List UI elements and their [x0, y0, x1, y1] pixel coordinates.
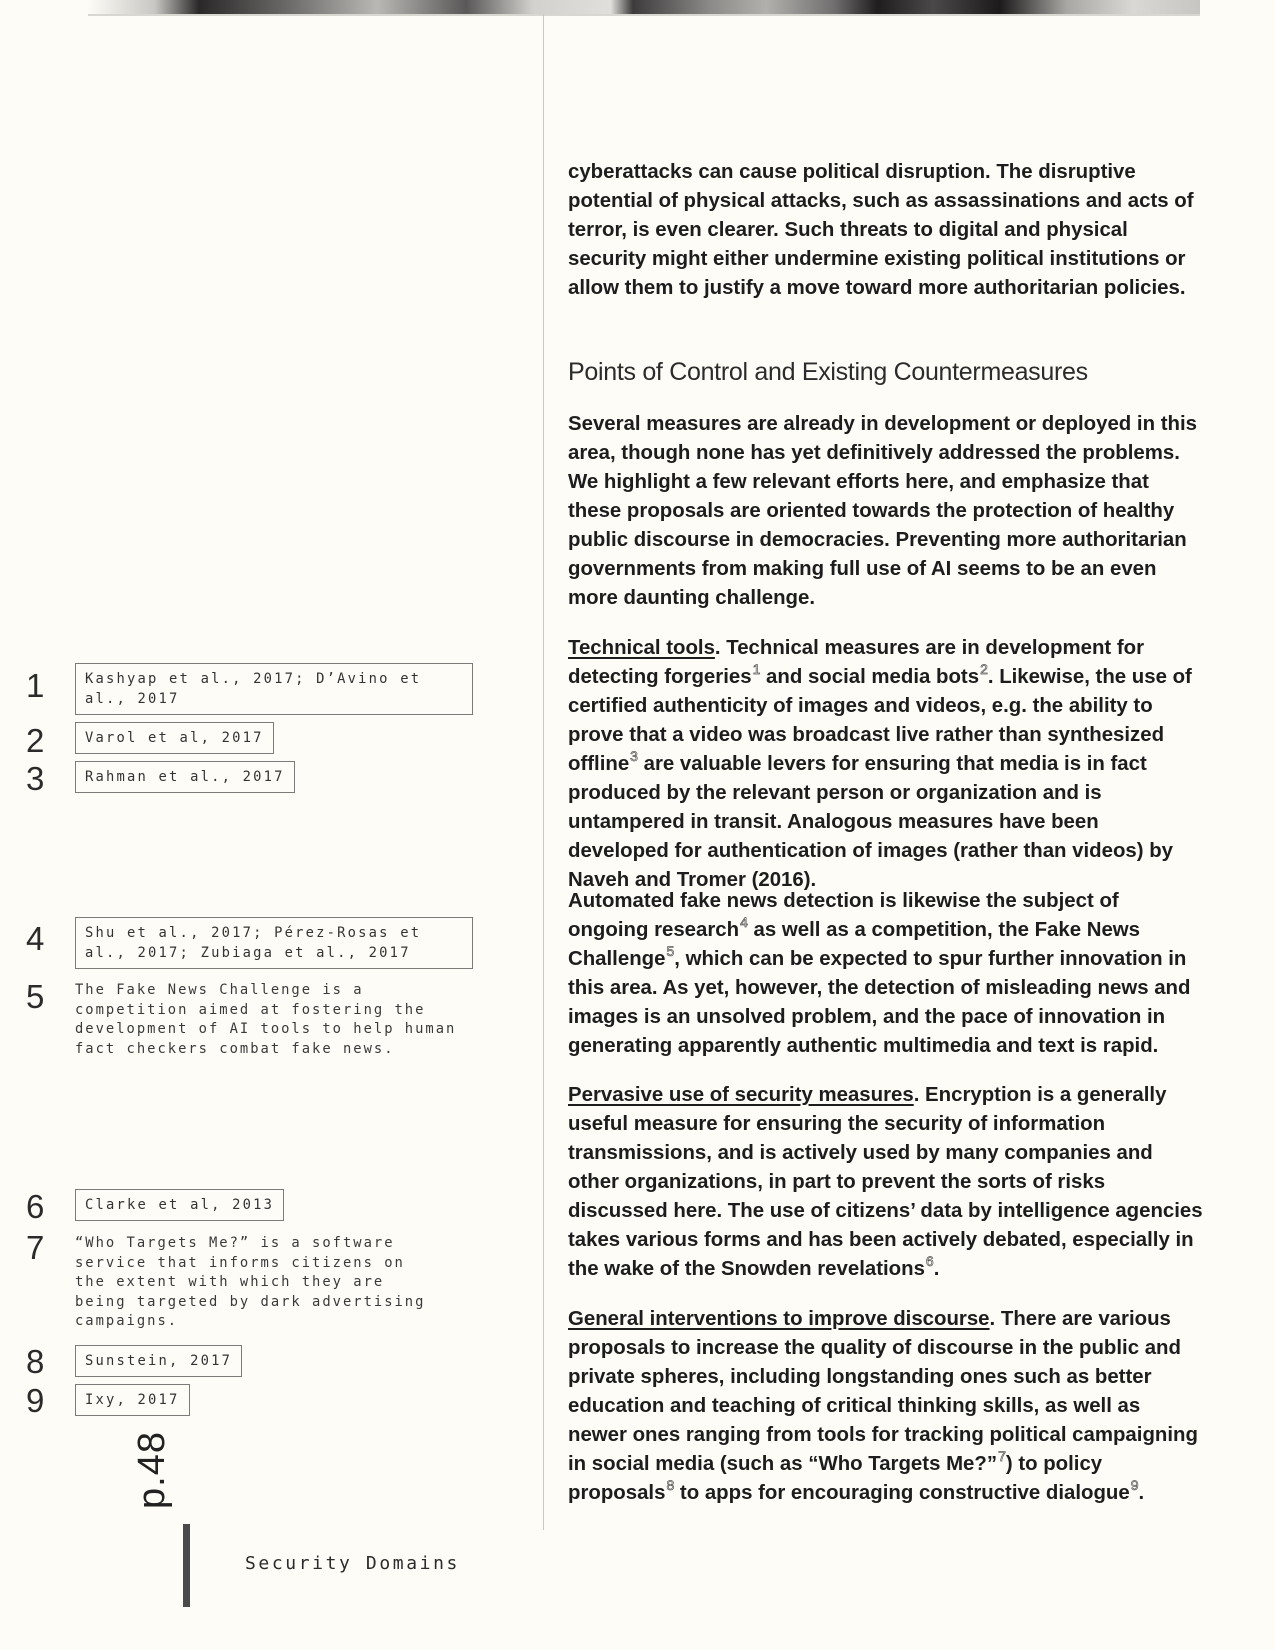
section-label: Security Domains: [245, 1553, 460, 1574]
footnote-mark-1[interactable]: 1: [752, 661, 761, 677]
footnote-mark-4[interactable]: 4: [740, 914, 748, 930]
column-divider: [543, 14, 544, 1530]
note-number-1: 1: [26, 667, 45, 704]
note-number-4: 4: [26, 920, 45, 957]
automated-text-3: , which can be expected to spur further innovation in this area. As yet, however, the detection of misleading news and images is an unsolved problem, and the pace of innovation in generating apparently authentic multimedia and text is rapid.: [568, 948, 1191, 1057]
general-text-3: to apps for encouraging constructive dialogue: [674, 1482, 1130, 1504]
footer-bar: [183, 1524, 190, 1607]
technical-tools-paragraph: [568, 634, 1204, 895]
pervasive-title: Pervasive use of security measures: [568, 1084, 914, 1106]
technical-text-1: . Technical measures are in development for detecting forgeries: [568, 637, 1145, 688]
several-measures-paragraph: [568, 410, 1204, 613]
technical-tools-title: Technical tools: [568, 637, 715, 659]
section-heading: Points of Control and Existing Countermeasures: [568, 358, 1088, 386]
citation-box-9: Ixy, 2017: [75, 1384, 190, 1416]
decorative-gradient-bar: [88, 0, 1200, 14]
technical-text-4: are valuable levers for ensuring that media is in fact produced by the relevant person or organization and is untampered in transit. Analogous measures have been developed for authentication of images (rather than videos) by Naveh and Tromer (2016).: [568, 753, 1174, 891]
note-number-7: 7: [26, 1229, 45, 1266]
note-number-2: 2: [26, 722, 45, 759]
note-number-8: 8: [26, 1343, 45, 1380]
note-number-5: 5: [26, 978, 45, 1015]
automated-text-1: Automated fake news detection is likewise the subject of ongoing research: [568, 890, 1119, 941]
technical-text-3: . Likewise, the use of certified authenticity of images and videos, e.g. the ability to prove that a video was broadcast live rather than synthesized offline: [568, 666, 1192, 775]
automated-text-2: as well as a competition, the Fake News Challenge: [568, 919, 1140, 970]
citation-box-2: Varol et al, 2017: [75, 722, 274, 754]
pervasive-text-1: . Encryption is a generally useful measure for ensuring the security of information transmissions, and is actively used by many companies and other organizations, in part to prevent the sorts of risks discussed here. The use of citizens’ data by intelligence agencies takes various forms and has been actively debated, especially in the wake of the Snowden revelations: [568, 1084, 1203, 1280]
footnote-mark-6[interactable]: 6: [925, 1253, 934, 1269]
automated-detection-paragraph: [568, 887, 1204, 1061]
general-text-4: .: [1138, 1482, 1145, 1504]
note-number-9: 9: [26, 1382, 45, 1419]
footnote-mark-2[interactable]: 2: [980, 661, 988, 677]
footnote-mark-9[interactable]: 9: [1130, 1477, 1139, 1493]
footnote-mark-3[interactable]: 3: [630, 748, 638, 764]
gradient-bar-shadow: [88, 14, 1200, 16]
technical-text-2: and social media bots: [760, 666, 980, 688]
citation-box-8: Sunstein, 2017: [75, 1345, 242, 1377]
pervasive-text-2: .: [933, 1258, 940, 1280]
intro-text: cyberattacks can cause political disruption. The disruptive potential of physical attacks, such as assassinations and acts of terror, is even clearer. Such threats to digital and physical security might either undermine existing political institutions or allow them to justify a move toward more authoritarian policies.: [568, 161, 1194, 299]
note-text-5: The Fake News Challenge is a competition aimed at fostering the development of AI tools to help human fact checkers combat fake news.: [75, 982, 457, 1057]
footnote-mark-5[interactable]: 5: [666, 943, 675, 959]
general-text-1: . There are various proposals to increase the quality of discourse in the public and private spheres, including longstanding ones such as better education and teaching of critical thinking skills, as well as newer ones ranging from tools for tracking political campaigning in social media (such as “Who Targets Me?”: [568, 1308, 1198, 1475]
citation-box-6: Clarke et al, 2013: [75, 1189, 284, 1221]
intro-paragraph: [568, 158, 1204, 303]
citation-box-3: Rahman et al., 2017: [75, 761, 295, 793]
citation-box-4: Shu et al., 2017; Pérez-Rosas et al., 2017; Zubiaga et al., 2017: [75, 917, 473, 969]
page-number: p.48: [131, 1431, 173, 1509]
general-text-2: ) to policy proposals: [568, 1453, 1103, 1504]
note-text-7: “Who Targets Me?” is a software service that informs citizens on the extent with which they are being targeted by dark advertising campaigns.: [75, 1235, 426, 1329]
note-number-6: 6: [26, 1188, 45, 1225]
general-interventions-paragraph: [568, 1305, 1204, 1508]
pervasive-security-paragraph: [568, 1081, 1204, 1284]
general-title: General interventions to improve discourse: [568, 1308, 990, 1330]
footnote-mark-7[interactable]: 7: [998, 1448, 1006, 1464]
note-number-3: 3: [26, 760, 45, 797]
several-text: Several measures are already in development or deployed in this area, though none has yet definitively addressed the problems. We highlight a few relevant efforts here, and emphasize that these proposals are oriented towards the protection of healthy public discourse in democracies. Preventing more authoritarian governments from making full use of AI seems to be an even more daunting challenge.: [568, 413, 1197, 609]
citation-box-1: Kashyap et al., 2017; D’Avino et al., 2017: [75, 663, 473, 715]
footnote-mark-8[interactable]: 8: [666, 1477, 675, 1493]
